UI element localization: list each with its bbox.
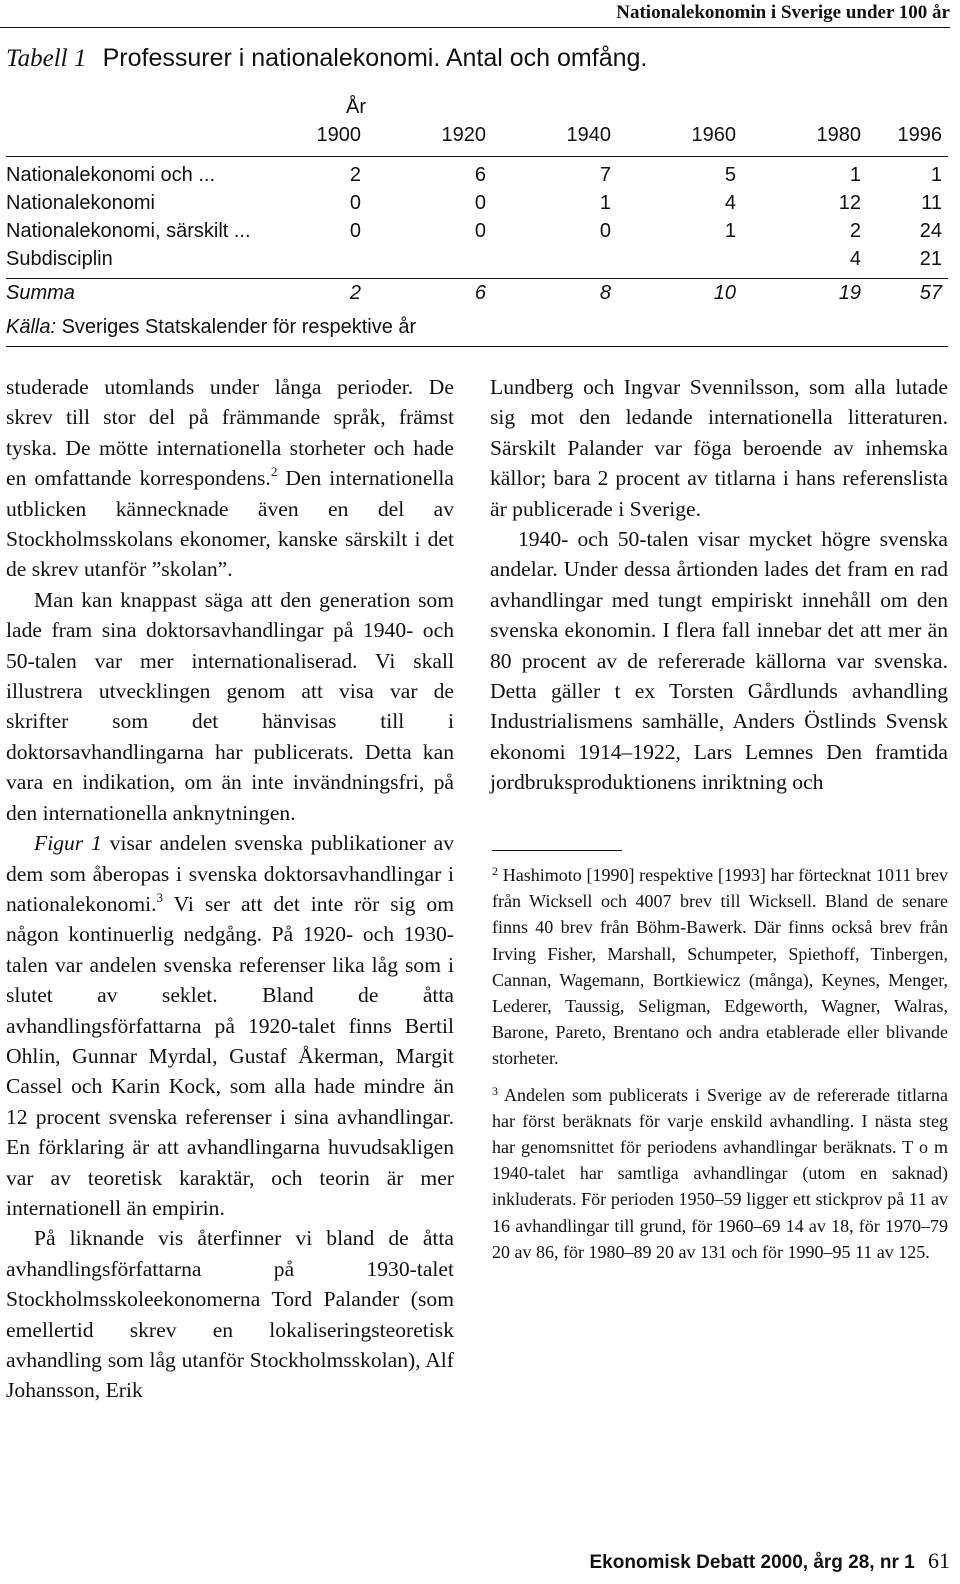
- table-cell: 4: [849, 248, 861, 270]
- table-cell: 1: [849, 164, 861, 186]
- page-footer: [589, 1548, 950, 1574]
- table-label: Tabell 1: [6, 45, 87, 72]
- table-cell: 6: [474, 282, 486, 304]
- footnote-number: 3: [492, 1083, 498, 1098]
- table-cell: 10: [713, 282, 736, 304]
- text-run: visar andelen svenska publikationer av dem som åberopas i svenska doktorsavhandlingar i nationalekonomi.: [6, 831, 454, 916]
- row-label: Subdisciplin: [6, 248, 113, 270]
- source-label: Källa:: [6, 316, 57, 338]
- footnote-number: 2: [492, 864, 498, 878]
- footnote-text: Hashimoto [1990] respektive [1993] har förtecknat 1011 brev från Wicksell och 4007 brev till Wicksell. Bland de senare finns 40 brev från Böhm-Bawerk. Där finns också brev från Irving Fisher, Marshall, Schumpeter, Spiethoff, Tinbergen, Cannan, Wagemann, Bortkiewicz (många), Keynes, Menger, Lederer, Taussig, Seligman, Edgeworth, Wagner, Walras, Barone, Pareto, Brentano och andra etablerade eller blivande storheter.: [492, 865, 949, 1069]
- row-label: Nationalekonomi, särskilt ...: [6, 220, 251, 242]
- footnote-text: Andelen som publicerats i Sverige av de refererade titlarna har först beräknats för varje enskild avhandling. I nästa steg har genomsnittet för periodens avhandlingar beräknats. T o m 1940-talet har samtliga avhandlingar (utom en saknad) inkluderats. För perioden 1950–59 ligger ett stickprov på 11 av 16 avhandlingar till grund, för 1960–69 14 av 18, för 1970–79 20 av 86, för 1980–89 20 av 131 och för 1990–95 11 av 125.: [492, 1084, 948, 1262]
- year-cell: 1996: [897, 124, 942, 146]
- body-column-left: [6, 372, 454, 1406]
- table-cell: 0: [474, 220, 486, 242]
- table-row: [6, 248, 942, 276]
- text-run: Vi ser att det inte rör sig om någon kontinuerlig nedgång. På 1920- och 1930-talen var andelen svenska referenser lika låg som i slutet av seklet. Bland de åtta avhandlingsförfattarna på 1920-talet finns Bertil Ohlin, Gunnar Myrdal, Gustaf Åkerman, Margit Cassel och Karin Kock, som alla hade mindre än 12 procent svenska referenser i sina avhandlingar. En förklaring är att avhandlingarna huvudsakligen var av teoretisk karaktär, och teorin är mer internationell än empirin.: [6, 891, 454, 1220]
- year-cell: 1940: [566, 124, 611, 146]
- table-header-row: [6, 124, 942, 152]
- page-number: 61: [928, 1548, 950, 1573]
- table-cell: 0: [474, 192, 486, 214]
- table-cell: 1: [724, 220, 736, 242]
- paragraph: Man kan knappast säga att den generation som lade fram sina doktorsavhandlingar på 1940- och 50-talen var mer internationaliserad. Vi skall illustrera utvecklingen genom att visa var de skrifter som det hänvisas till i doktorsavhandlingarna har publicerats. Detta kan vara en indikation, om än inte invändningsfri, på den internationella anknytningen.: [6, 587, 454, 825]
- paragraph: På liknande vis återfinner vi bland de åtta avhandlingsförfattarna på 1930-talet Stockholmsskoleekonomerna Tord Palander (som emellertid skrev en lokaliseringsteoretisk avhandling som låg utanför Stockholmsskolan), Alf Johansson, Erik: [6, 1226, 454, 1403]
- row-label: Nationalekonomi och ...: [6, 164, 216, 186]
- table-cell: 11: [921, 192, 942, 214]
- table-cell: 2: [849, 220, 861, 242]
- table-bottom-rule: [6, 346, 948, 347]
- table-cell: 0: [599, 220, 611, 242]
- footnote-ref: 2: [270, 464, 278, 480]
- sum-label: Summa: [6, 282, 75, 304]
- table-cell: 1: [930, 164, 942, 186]
- table-cell: 8: [599, 282, 611, 304]
- table-row: [6, 220, 942, 248]
- table-cell: 5: [724, 164, 736, 186]
- table-cell: 19: [838, 282, 861, 304]
- table-row: [6, 164, 942, 192]
- table-caption: [6, 44, 647, 73]
- table-cell: 0: [349, 192, 361, 214]
- body-column-right: [490, 372, 948, 798]
- footnote-ref: 3: [156, 889, 164, 905]
- table-cell: 7: [599, 164, 611, 186]
- table-cell: 24: [919, 220, 942, 242]
- table-title: Professurer i nationalekonomi. Antal och omfång.: [102, 44, 648, 72]
- table-cell: 12: [838, 192, 861, 214]
- table-cell: 0: [349, 220, 361, 242]
- paragraph: [6, 372, 454, 585]
- source-text: Sveriges Statskalender för respektive år: [61, 316, 417, 338]
- text-run: studerade utomlands under långa perioder. De skrev till stor del på främmande språk, främst tyska. De mötte internationella storheter och hade en omfattande korrespondens.: [6, 375, 454, 491]
- journal-name: Ekonomisk Debatt 2000, årg 28, nr 1: [589, 1552, 915, 1573]
- table-cell: 2: [349, 282, 361, 304]
- footnotes: [492, 862, 948, 1275]
- table-cell: 1: [599, 192, 611, 214]
- table-cell: 4: [724, 192, 736, 214]
- footnote: [492, 862, 948, 1072]
- table-cell: 21: [919, 248, 942, 270]
- year-cell: 1960: [691, 124, 736, 146]
- year-cell: 1900: [316, 124, 361, 146]
- figure-ref: Figur 1: [34, 831, 102, 856]
- running-head: Nationalekonomin i Sverige under 100 år: [0, 2, 950, 28]
- paragraph: 1940- och 50-talen visar mycket högre svenska andelar. Under dessa årtionden lades det fram en rad avhandlingar med tungt empiriskt innehåll om den svenska ekonomin. I flera fall innebar det att mer än 80 procent av de refererade källorna var svenska. Detta gäller t ex Torsten Gårdlunds avhandling Industrialismens samhälle, Anders Östlinds Svensk ekonomi 1914–1922, Lars Lemnes Den framtida jordbruksproduktionens inriktning och: [490, 527, 948, 795]
- paragraph: [6, 828, 454, 1223]
- year-cell: 1920: [441, 124, 486, 146]
- year-header: År: [346, 96, 366, 118]
- table-cell: 2: [349, 164, 361, 186]
- row-label: Nationalekonomi: [6, 192, 155, 214]
- table-source: [6, 316, 416, 339]
- table-row: [6, 192, 942, 220]
- year-cell: 1980: [816, 124, 861, 146]
- sum-row: [6, 282, 942, 310]
- table-cell: 57: [919, 282, 942, 304]
- table-divider: [6, 156, 948, 157]
- paragraph: Lundberg och Ingvar Svennilsson, som alla lutade sig mot den ledande internationella litteraturen. Särskilt Palander var föga beroende av inhemska källor; bara 2 procent av titlarna i hans referenslista är publicerade i Sverige.: [490, 375, 948, 521]
- table-cell: 6: [474, 164, 486, 186]
- footnote: [492, 1082, 948, 1265]
- table-divider: [6, 278, 948, 279]
- text-run: Den internationella utblicken kännecknade även en del av Stockholmsskolans ekonomer, kanske särskilt i det de skrev utanför ”skolan”.: [6, 466, 454, 582]
- footnote-rule: [492, 850, 622, 851]
